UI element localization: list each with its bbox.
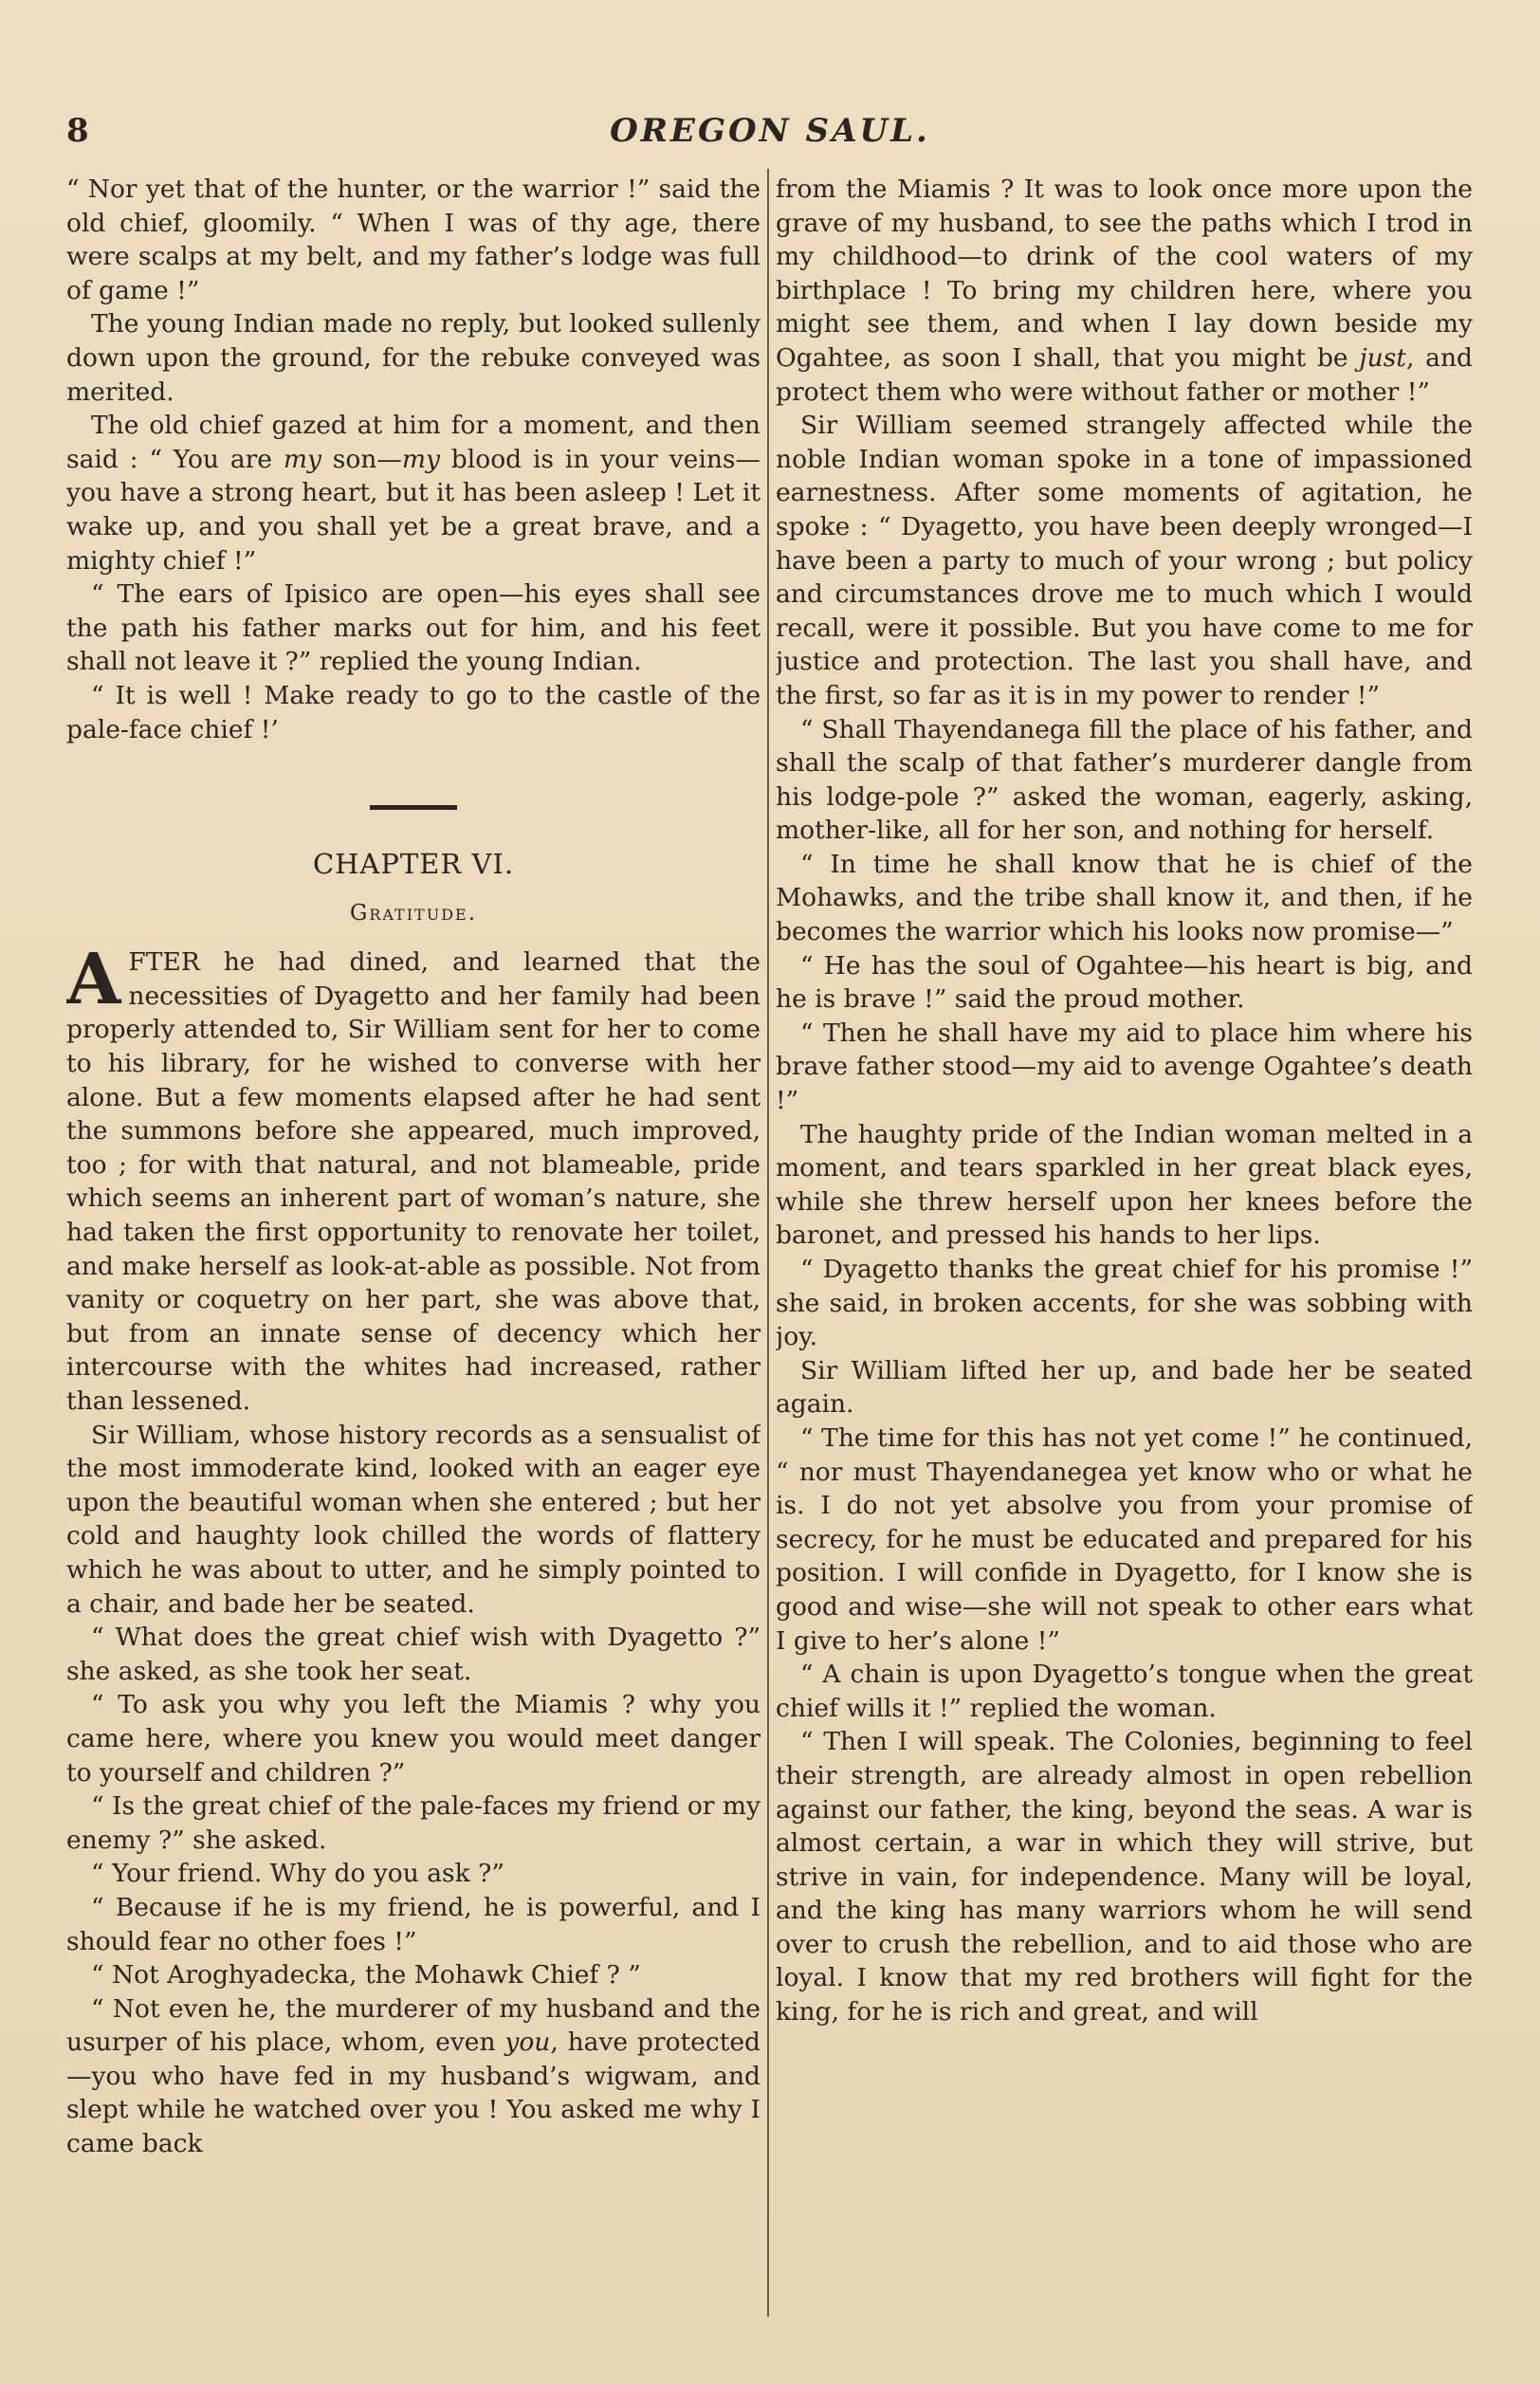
paragraph: “ Dyagetto thanks the great chief for his promise !” she said, in broken accents, for she was sobbing with joy. xyxy=(776,1255,1473,1352)
paragraph: “ Not Aroghyadecka, the Mohawk Chief ? ” xyxy=(91,1960,641,1991)
drop-cap: A xyxy=(66,939,121,1021)
paragraph: Sir William lifted her up, and bade her be seated again. xyxy=(776,1355,1473,1420)
left-column xyxy=(66,173,761,2306)
page-header xyxy=(66,112,1474,159)
paragraph: Sir William seemed strangely affected while the noble Indian woman spoke in a tone of impassioned earnestness. After some moments of agitation, he spoke : “ Dyagetto, you have been deeply wronged—I have been a party to much of your wrong ; but policy and circumstances drove me to much which I would recall, were it possible. But you have come to me for justice and protection. The last you shall have, and the first, so far as it is in my power to render !” xyxy=(776,411,1473,710)
paragraph: from the Miamis ? It was to look once more upon the grave of my husband, to see the paths which I trod in my childhood—to drink of the cool waters of my birthplace ! To bring my children here, where you might see them, and when I lay down beside my Ogahtee, as soon I shall, that you might be just, and protect them who were without father or mother !” xyxy=(776,174,1473,407)
paragraph: “ Then he shall have my aid to place him where his brave father stood—my aid to avenge Ogahtee’s death !” xyxy=(776,1018,1473,1116)
paragraph: Sir William, whose history records as a sensualist of the most immoderate kind, looked with an eager eye upon the beautiful woman when she entered ; but her cold and haughty look chilled the words of flattery which he was about to utter, and he simply pointed to a chair, and bade her be seated. xyxy=(66,1420,761,1619)
chapter-first-paragraph: AFTER he had dined, and learned that the necessities of Dyagetto and her family had been properly attended to, Sir William sent for her to come to his library, for he wished to converse with her alone. But a few moments elapsed after he had sent the summons before she appeared, much improved, too ; for with that natural, and not blameable, pride which seems an inherent part of woman’s nature, she had taken the first opportunity to renovate her toilet, and make herself as look-at-able as possible. Not from vanity or coquetry on her part, she was above that, but from an innate sense of decency which her intercourse with the whites had increased, rather than lessened. xyxy=(66,939,761,1416)
paragraph: The young Indian made no reply, but looked sullenly down upon the ground, for the rebuke conveyed was merited. xyxy=(66,309,761,407)
paragraph: “ He has the soul of Ogahtee—his heart is big, and he is brave !” said the proud mother. xyxy=(776,950,1473,1015)
paragraph: “ Is the great chief of the pale-faces my friend or my enemy ?” she asked. xyxy=(66,1791,761,1855)
paragraph: “ The ears of Ipisico are open—his eyes shall see the path his father marks out for him, and his feet shall not leave it ?” replied the young Indian. xyxy=(66,579,761,677)
right-column xyxy=(776,173,1473,2306)
paragraph: The haughty pride of the Indian woman melted in a moment, and tears sparkled in her great black eyes, while she threw herself upon her knees before the baronet, and pressed his hands to her lips. xyxy=(776,1119,1473,1251)
paragraph: “ Your friend. Why do you ask ?” xyxy=(91,1859,504,1889)
paragraph: “ Nor yet that of the hunter, or the warrior !” said the old chief, gloomily. “ When I was of thy age, there were scalps at my belt, and my father’s lodge was full of game !” xyxy=(66,174,761,305)
paragraph: “ The time for this has not yet come !” he continued, “ nor must Thayendanegea yet know who or what he is. I do not yet absolve you from your promise of secrecy, for he must be educated and prepared for his position. I will confide in Dyagetto, for I know she is good and wise—she will not speak to other ears what I give to her’s alone !” xyxy=(776,1422,1473,1656)
section-ornament xyxy=(370,805,457,810)
page-number: 8 xyxy=(66,112,89,150)
paragraph: “ In time he shall know that he is chief of the Mohawks, and the tribe shall know it, and then, if he becomes the warrior which his looks now promise—” xyxy=(776,849,1473,947)
paragraph: “ Because if he is my friend, he is powerful, and I should fear no other foes !” xyxy=(66,1892,761,1956)
paragraph: “ What does the great chief wish with Dyagetto ?” she asked, as she took her seat. xyxy=(66,1623,761,1686)
chapter-title: CHAPTER VI. xyxy=(312,848,515,881)
column-divider xyxy=(767,169,769,2317)
paragraph: “ Shall Thayendanega fill the place of his father, and shall the scalp of that father’s murderer dangle from his lodge-pole ?” asked the woman, eagerly, asking, mother-like, all for her son, and nothing for herself. xyxy=(776,714,1473,846)
paragraph: “ Not even he, the murderer of my husband and the usurper of his place, whom, even you, have protected—you who have fed in my husband’s wigwam, and slept while he watched over you ! You asked me why I came back xyxy=(66,1993,761,2159)
paragraph: “ Then I will speak. The Colonies, beginning to feel their strength, are already almost in open rebellion against our father, the king, beyond the seas. A war is almost certain, a war in which they will strive, but strive in vain, for independence. Many will be loyal, and the king has many warriors whom he will send over to crush the rebellion, and to aid those who are loyal. I know that my red brothers will fight for the king, for he is rich and great, and will xyxy=(776,1727,1473,2027)
paragraph: “ To ask you why you left the Miamis ? why you came here, where you knew you would meet danger to yourself and children ?” xyxy=(66,1690,761,1788)
paragraph: “ It is well ! Make ready to go to the castle of the pale-face chief !’ xyxy=(66,680,761,744)
running-title: OREGON SAUL. xyxy=(610,112,930,150)
chapter-subtitle: Gratitude. xyxy=(349,900,478,926)
paragraph: “ A chain is upon Dyagetto’s tongue when the great chief wills it !” replied the woman. xyxy=(776,1660,1473,1723)
paragraph: The old chief gazed at him for a moment, and then said : “ You are my son—my blood is in your veins—you have a strong heart, but it has been asleep ! Let it wake up, and you shall yet be a great brave, and a mighty chief !” xyxy=(66,411,761,576)
